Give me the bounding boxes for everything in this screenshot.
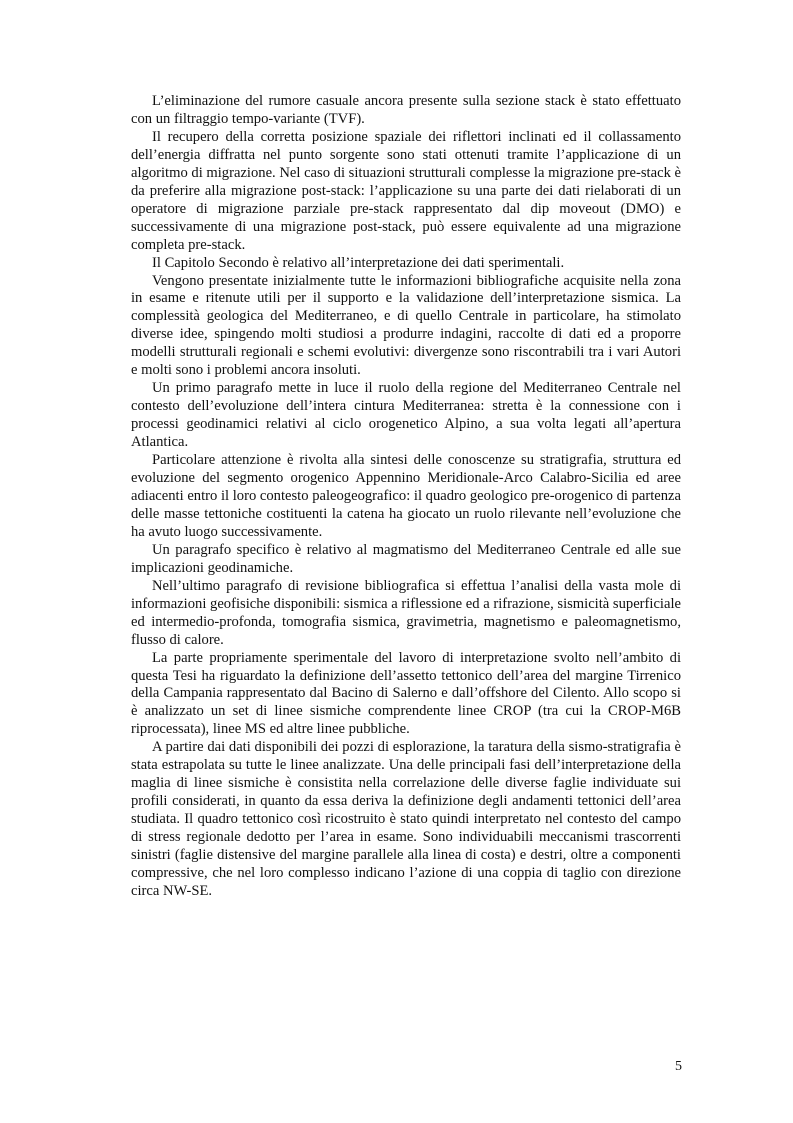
paragraph-migration: Il recupero della corretta posizione spaziale dei riflettori inclinati ed il collassamento dell’energia diffratta nel punto sorgente sono stati ottenuti tramite l’applicazione di un algoritmo di migrazione. Nel caso di situazioni strutturali complesse la migrazione pre-stack è da preferire alla migrazione post-stack: l’applicazione su una parte dei dati rielaborati di un operatore di migrazione parziale pre-stack rappresentato dal dip moveout (DMO) e successivamente di una migrazione post-stack, può essere equivalente ad una migrazione completa pre-stack.: [131, 128, 681, 253]
paragraph-stratigraphy: Particolare attenzione è rivolta alla sintesi delle conoscenze su stratigrafia, struttura ed evoluzione del segmento orogenico Appennino Meridionale-Arco Calabro-Sicilia ed aree adiacenti entro il loro contesto paleogeografico: il quadro geologico pre-orogenico di partenza delle masse tettoniche costituenti la catena ha giocato un ruolo rilevante nell’evoluzione che ha avuto luogo successivamente.: [131, 452, 681, 540]
paragraph-seismo-stratigraphy: A partire dai dati disponibili dei pozzi di esplorazione, la taratura della sismo-stratigrafia è stata estrapolata su tutte le linee analizzate. Una delle principali fasi dell’interpretazione della maglia di linee sismiche è consistita nella correlazione delle diverse faglie individuate sui profili considerati, in quanto da essa deriva la definizione degli andamenti tettonici dell’area studiata. Il quadro tettonico così ricostruito è stato quindi interpretato nel contesto del campo di stress regionale dedotto per l’area in esame. Sono individuabili meccanismi trascorrenti sinistri (faglie distensive del margine parallele alla linea di costa) e destri, oltre a componenti compressive, che nel loro complesso indicano l’azione di una coppia di taglio con direzione circa NW-SE.: [131, 739, 681, 899]
paragraph-experimental-work: La parte propriamente sperimentale del lavoro di interpretazione svolto nell’ambito di questa Tesi ha riguardato la definizione dell’assetto tettonico dell’area del margine Tirrenico della Campania rappresentato dal Bacino di Salerno e dall’offshore del Cilento. Allo scopo si è analizzato un set di linee sismiche comprendente linee CROP (tra cui la CROP-M6B riprocessata), linee MS ed altre linee pubbliche.: [131, 649, 681, 738]
paragraph-bibliographic-info: Vengono presentate inizialmente tutte le informazioni bibliografiche acquisite nella zona in esame e ritenute utili per il supporto e la validazione dell’interpretazione sismica. La complessità geologica del Mediterraneo, e di quello Centrale in particolare, ha stimolato diverse idee, spingendo molti studiosi a produrre indagini, raccolte di dati ed a proporre modelli strutturali regionali e schemi evolutivi: divergenze sono riscontrabili tra i vari Autori e molti sono i problemi ancora insoluti.: [131, 272, 681, 379]
paragraph-chapter-two: Il Capitolo Secondo è relativo all’interpretazione dei dati sperimentali.: [152, 254, 565, 271]
paragraph-magmatism: Un paragrafo specifico è relativo al magmatismo del Mediterraneo Centrale ed alle sue implicazioni geodinamiche.: [131, 541, 681, 576]
page-body: [131, 93, 681, 901]
paragraph-tvf-filtering: L’eliminazione del rumore casuale ancora presente sulla sezione stack è stato effettuato con un filtraggio tempo-variante (TVF).: [131, 93, 681, 127]
page-number: 5: [675, 1059, 682, 1074]
paragraph-central-mediterranean: Un primo paragrafo mette in luce il ruolo della regione del Mediterraneo Centrale nel contesto dell’evoluzione dell’intera cintura Mediterranea: stretta è la connessione con i processi geodinamici relativi al ciclo orogenetico Alpino, a sua volta legati all’apertura Atlantica.: [131, 380, 681, 451]
paragraph-geophysical-review: Nell’ultimo paragrafo di revisione bibliografica si effettua l’analisi della vasta mole di informazioni geofisiche disponibili: sismica a riflessione ed a rifrazione, sismicità superficiale ed intermedio-profonda, tomografia sismica, gravimetria, magnetismo e paleomagnetismo, flusso di calore.: [131, 577, 681, 648]
